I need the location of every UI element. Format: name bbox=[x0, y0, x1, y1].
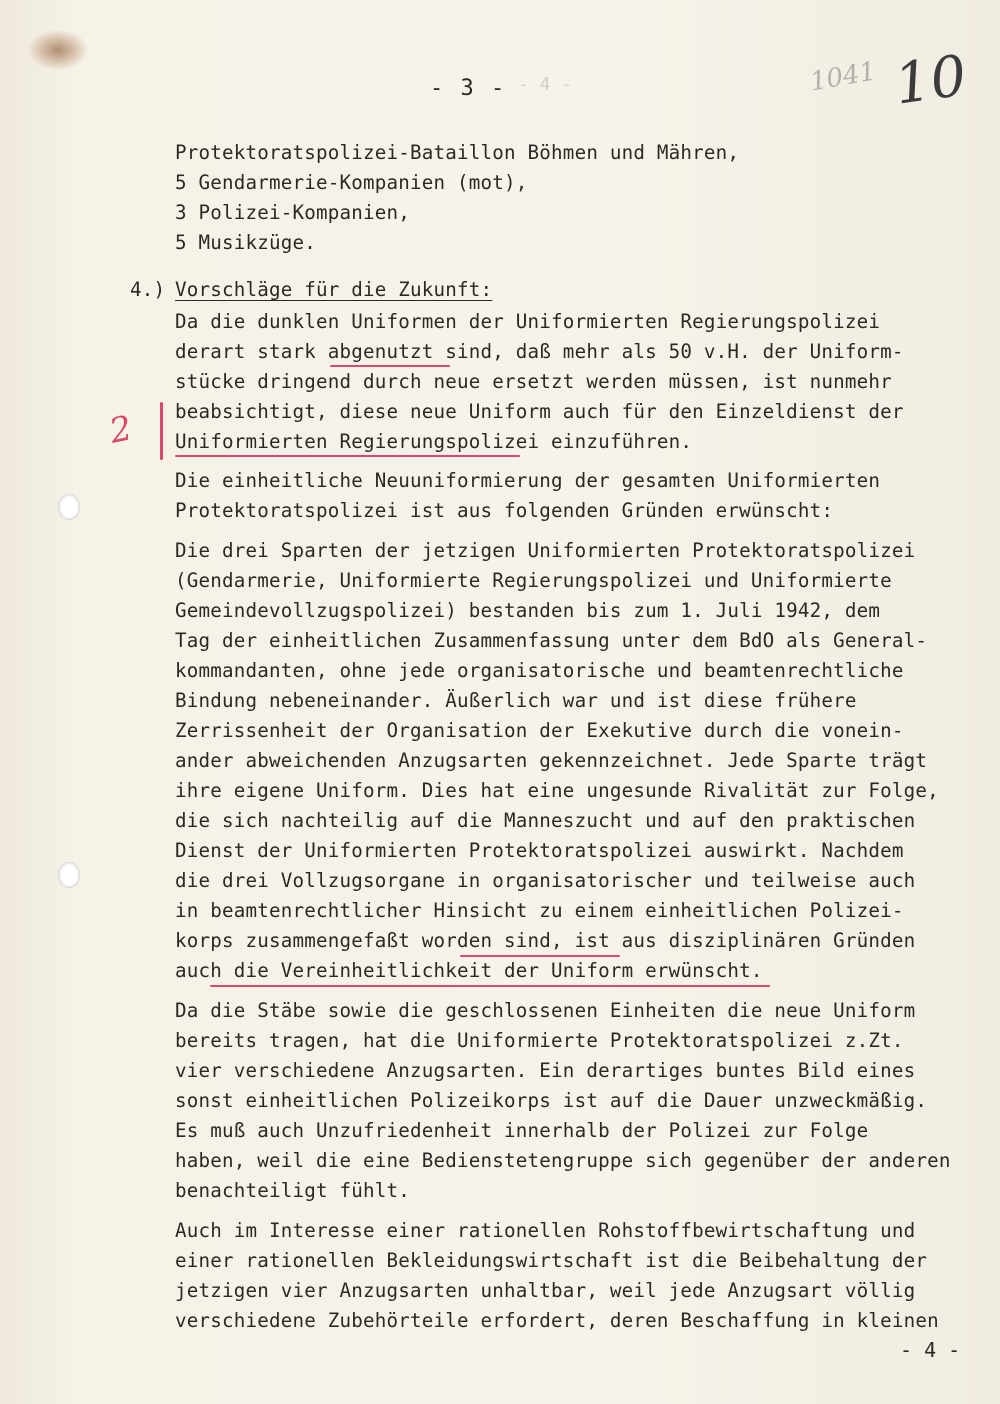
text-line: benachteiligt fühlt. bbox=[175, 1179, 411, 1202]
text-line: Auch im Interesse einer rationellen Rohstoffbewirtschaftung und bbox=[175, 1219, 916, 1242]
text-line: auch die Vereinheitlichkeit der Uniform erwünscht. bbox=[175, 959, 763, 982]
text-line: beabsichtigt, diese neue Uniform auch für den Einzeldienst der bbox=[175, 400, 904, 423]
faint-page-number: - 4 - bbox=[518, 74, 573, 95]
text-line: Protektoratspolizei-Bataillon Böhmen und Mähren, bbox=[175, 141, 740, 164]
red-underline bbox=[175, 455, 520, 457]
text-line: Es muß auch Unzufriedenheit innerhalb der Polizei zur Folge bbox=[175, 1119, 869, 1142]
text-line: vier verschiedene Anzugsarten. Ein derartiges buntes Bild eines bbox=[175, 1059, 916, 1082]
text-line: Da die Stäbe sowie die geschlossenen Einheiten die neue Uniform bbox=[175, 999, 916, 1022]
faint-handwritten-number: 1041 bbox=[807, 56, 879, 98]
section-number: 4.) bbox=[130, 278, 166, 301]
text-line: Da die dunklen Uniformen der Uniformierten Regierungspolizei bbox=[175, 310, 881, 333]
text-line: sonst einheitlichen Polizeikorps ist auf die Dauer unzweckmäßig. bbox=[175, 1089, 928, 1112]
section-heading: Vorschläge für die Zukunft: bbox=[175, 278, 493, 301]
text-line: die sich nachteilig auf die Manneszucht und auf den praktischen bbox=[175, 809, 916, 832]
text-line: 5 Gendarmerie-Kompanien (mot), bbox=[175, 171, 528, 194]
text-line: ihre eigene Uniform. Dies hat eine ungesunde Rivalität zur Folge, bbox=[175, 779, 939, 802]
text-line: Zerrissenheit der Organisation der Exekutive durch die vonein- bbox=[175, 719, 904, 742]
text-line: ander abweichenden Anzugsarten gekennzeichnet. Jede Sparte trägt bbox=[175, 749, 928, 772]
text-line: die drei Vollzugsorgane in organisatorischer und teilweise auch bbox=[175, 869, 916, 892]
text-line: korps zusammengefaßt worden sind, ist aus disziplinären Gründen bbox=[175, 929, 916, 952]
footer-page-number: - 4 - bbox=[900, 1338, 961, 1362]
text-line: Bindung nebeneinander. Äußerlich war und ist diese frühere bbox=[175, 689, 857, 712]
text-line: Dienst der Uniformierten Protektoratspolizei auswirkt. Nachdem bbox=[175, 839, 904, 862]
text-line: 3 Polizei-Kompanien, bbox=[175, 201, 411, 224]
text-line: jetzigen vier Anzugsarten unhaltbar, weil jede Anzugsart völlig bbox=[175, 1279, 916, 1302]
rust-stain bbox=[28, 30, 88, 70]
text-line: (Gendarmerie, Uniformierte Regierungspolizei und Uniformierte bbox=[175, 569, 892, 592]
text-line: einer rationellen Bekleidungswirtschaft ist die Beibehaltung der bbox=[175, 1249, 928, 1272]
text-line: 5 Musikzüge. bbox=[175, 231, 317, 254]
text-line: in beamtenrechtlicher Hinsicht zu einem einheitlichen Polizei- bbox=[175, 899, 904, 922]
red-underline bbox=[210, 985, 770, 987]
margin-mark: 2 bbox=[106, 408, 136, 452]
folio-number: 10 bbox=[890, 43, 971, 118]
text-line: verschiedene Zubehörteile erfordert, deren Beschaffung in kleinen bbox=[175, 1309, 939, 1332]
text-line: Uniformierten Regierungspolizei einzuführen. bbox=[175, 430, 693, 453]
margin-bracket bbox=[160, 402, 163, 460]
punch-hole-upper bbox=[58, 494, 80, 520]
text-line: stücke dringend durch neue ersetzt werden müssen, ist nunmehr bbox=[175, 370, 892, 393]
text-line: Die drei Sparten der jetzigen Uniformierten Protektoratspolizei bbox=[175, 539, 916, 562]
text-line: Die einheitliche Neuuniformierung der gesamten Uniformierten bbox=[175, 469, 881, 492]
page-number: - 3 - bbox=[430, 76, 507, 101]
text-line: bereits tragen, hat die Uniformierte Protektoratspolizei z.Zt. bbox=[175, 1029, 904, 1052]
text-line: kommandanten, ohne jede organisatorische und beamtenrechtliche bbox=[175, 659, 904, 682]
text-line: Gemeindevollzugspolizei) bestanden bis zum 1. Juli 1942, dem bbox=[175, 599, 881, 622]
punch-hole-lower bbox=[58, 862, 80, 888]
text-line: haben, weil die eine Bedienstetengruppe sich gegenüber der anderen bbox=[175, 1149, 951, 1172]
text-line: derart stark abgenutzt sind, daß mehr als 50 v.H. der Uniform- bbox=[175, 340, 904, 363]
text-line: Tag der einheitlichen Zusammenfassung unter dem BdO als General- bbox=[175, 629, 928, 652]
text-line: Protektoratspolizei ist aus folgenden Gründen erwünscht: bbox=[175, 499, 834, 522]
